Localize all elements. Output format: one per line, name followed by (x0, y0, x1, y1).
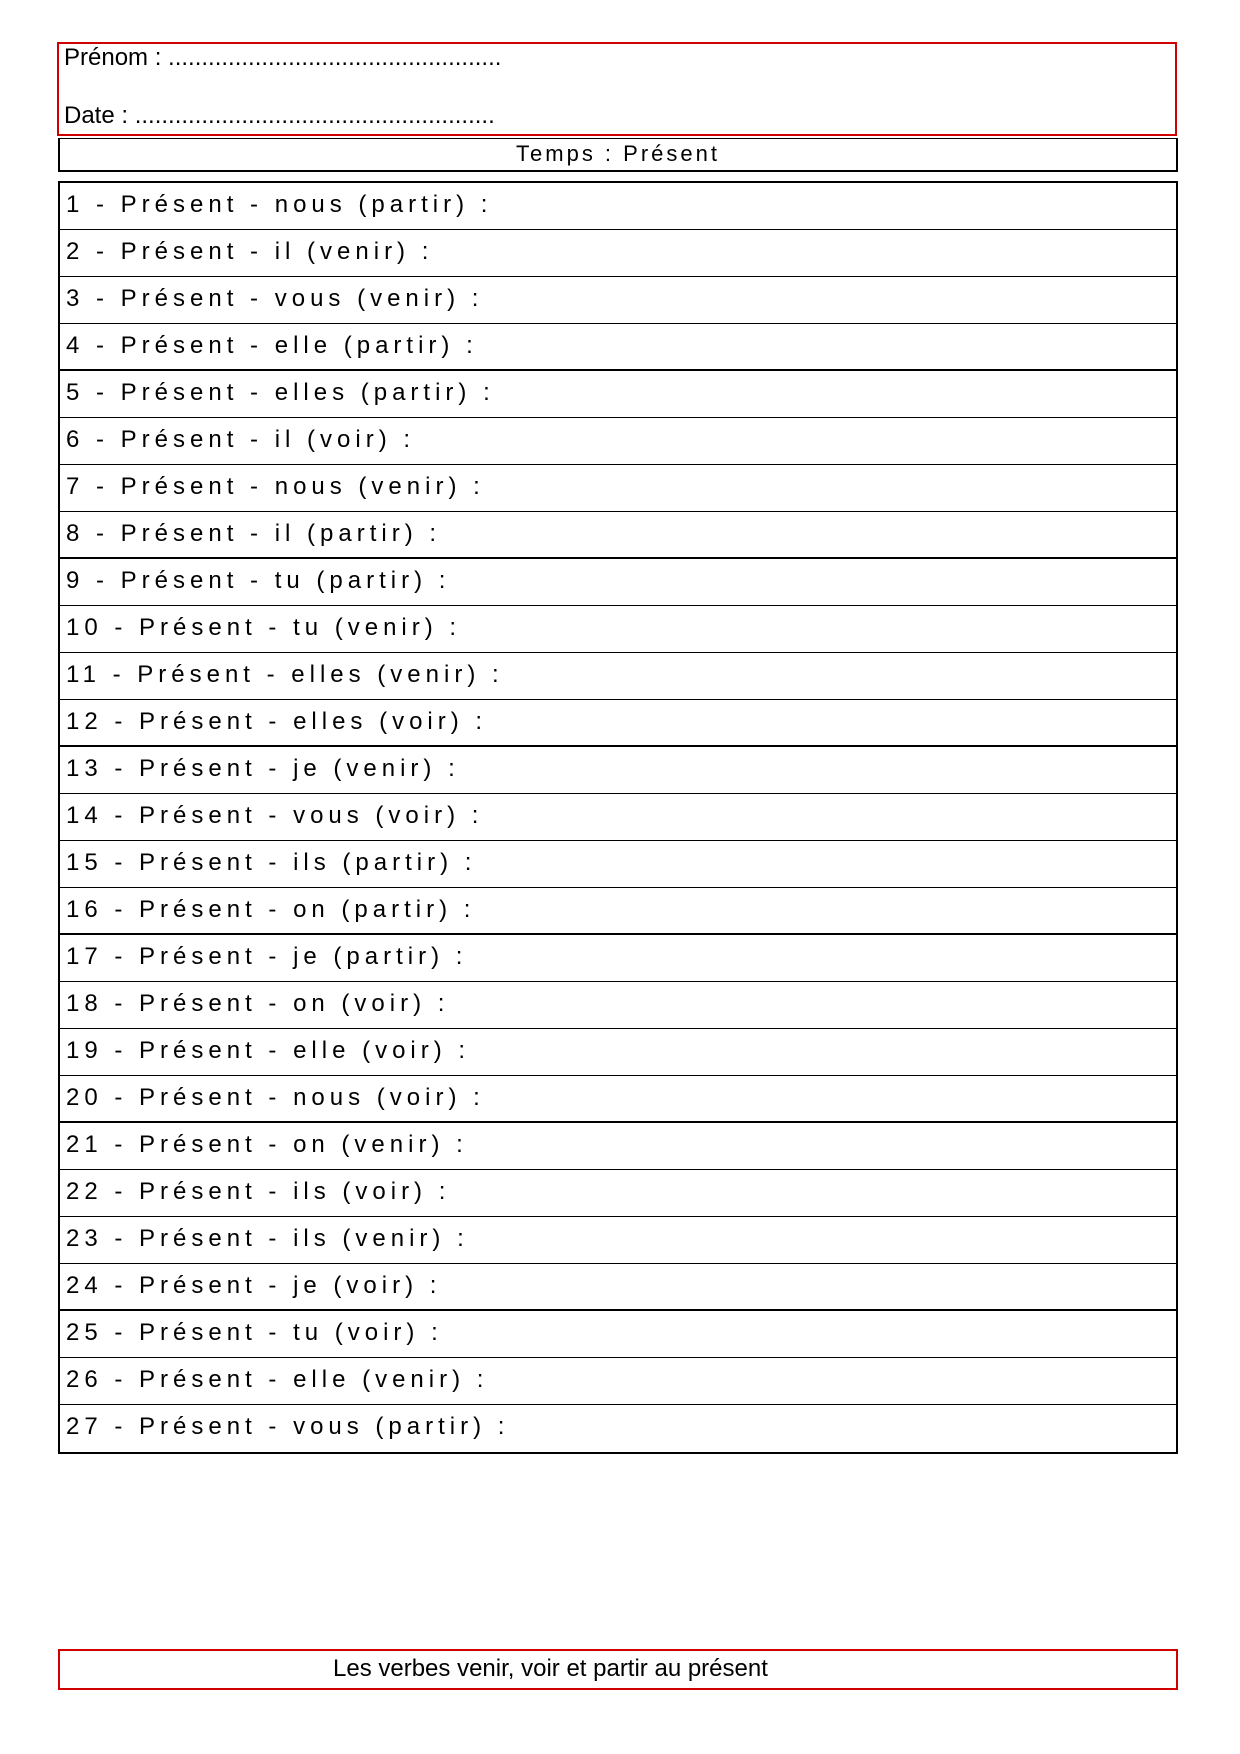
exercise-row[interactable] (60, 1311, 1176, 1358)
exercise-prompt: 12 - Présent - elles (voir) : (66, 708, 488, 735)
exercise-row[interactable] (60, 371, 1176, 418)
exercise-prompt: 26 - Présent - elle (venir) : (66, 1366, 489, 1393)
worksheet-title: Les verbes venir, voir et partir au présent (333, 1655, 768, 1682)
exercise-prompt: 11 - Présent - elles (venir) : (66, 661, 504, 688)
exercise-prompt: 18 - Présent - on (voir) : (66, 990, 450, 1017)
exercise-prompt: 15 - Présent - ils (partir) : (66, 849, 477, 876)
exercise-row[interactable] (60, 559, 1176, 606)
exercise-prompt: 2 - Présent - il (venir) : (66, 238, 434, 265)
exercise-row[interactable] (60, 277, 1176, 324)
exercise-prompt: 21 - Présent - on (venir) : (66, 1131, 468, 1158)
exercise-row[interactable] (60, 1029, 1176, 1076)
exercise-row[interactable] (60, 1076, 1176, 1123)
first-name-field[interactable]: Prénom : .................................................. (64, 44, 502, 71)
exercise-row[interactable] (60, 1123, 1176, 1170)
exercise-row[interactable] (60, 1170, 1176, 1217)
exercise-row[interactable] (60, 606, 1176, 653)
exercise-prompt: 25 - Présent - tu (voir) : (66, 1319, 443, 1346)
exercise-prompt: 19 - Présent - elle (voir) : (66, 1037, 471, 1064)
exercise-row[interactable] (60, 888, 1176, 935)
exercise-prompt: 3 - Présent - vous (venir) : (66, 285, 484, 312)
exercise-prompt: 27 - Présent - vous (partir) : (66, 1413, 510, 1440)
exercise-prompt: 10 - Présent - tu (venir) : (66, 614, 462, 641)
worksheet-title-box (58, 1649, 1178, 1690)
exercise-row[interactable] (60, 183, 1176, 230)
exercise-row[interactable] (60, 324, 1176, 371)
exercise-row[interactable] (60, 230, 1176, 277)
exercise-row[interactable] (60, 1264, 1176, 1311)
exercise-row[interactable] (60, 794, 1176, 841)
exercise-prompt: 7 - Présent - nous (venir) : (66, 473, 485, 500)
exercise-row[interactable] (60, 1217, 1176, 1264)
exercise-row[interactable] (60, 465, 1176, 512)
exercise-prompt: 14 - Présent - vous (voir) : (66, 802, 484, 829)
exercise-prompt: 13 - Présent - je (venir) : (66, 755, 460, 782)
exercise-prompt: 16 - Présent - on (partir) : (66, 896, 476, 923)
exercise-row[interactable] (60, 935, 1176, 982)
exercise-prompt: 23 - Présent - ils (venir) : (66, 1225, 469, 1252)
student-info-box (57, 42, 1177, 136)
exercise-prompt: 4 - Présent - elle (partir) : (66, 332, 478, 359)
exercise-row[interactable] (60, 982, 1176, 1029)
exercise-prompt: 17 - Présent - je (partir) : (66, 943, 468, 970)
exercise-prompt: 5 - Présent - elles (partir) : (66, 379, 495, 406)
exercise-row[interactable] (60, 841, 1176, 888)
exercise-table (58, 181, 1178, 1454)
exercise-prompt: 8 - Présent - il (partir) : (66, 520, 442, 547)
tense-heading: Temps : Présent (58, 138, 1178, 172)
date-field[interactable]: Date : ...................................................... (64, 102, 495, 129)
exercise-prompt: 22 - Présent - ils (voir) : (66, 1178, 451, 1205)
exercise-row[interactable] (60, 418, 1176, 465)
exercise-row[interactable] (60, 1405, 1176, 1452)
exercise-prompt: 1 - Présent - nous (partir) : (66, 191, 493, 218)
exercise-row[interactable] (60, 512, 1176, 559)
exercise-row[interactable] (60, 1358, 1176, 1405)
exercise-prompt: 6 - Présent - il (voir) : (66, 426, 416, 453)
exercise-prompt: 9 - Présent - tu (partir) : (66, 567, 451, 594)
exercise-prompt: 24 - Présent - je (voir) : (66, 1272, 442, 1299)
exercise-row[interactable] (60, 747, 1176, 794)
exercise-prompt: 20 - Présent - nous (voir) : (66, 1084, 485, 1111)
exercise-row[interactable] (60, 700, 1176, 747)
exercise-row[interactable] (60, 653, 1176, 700)
